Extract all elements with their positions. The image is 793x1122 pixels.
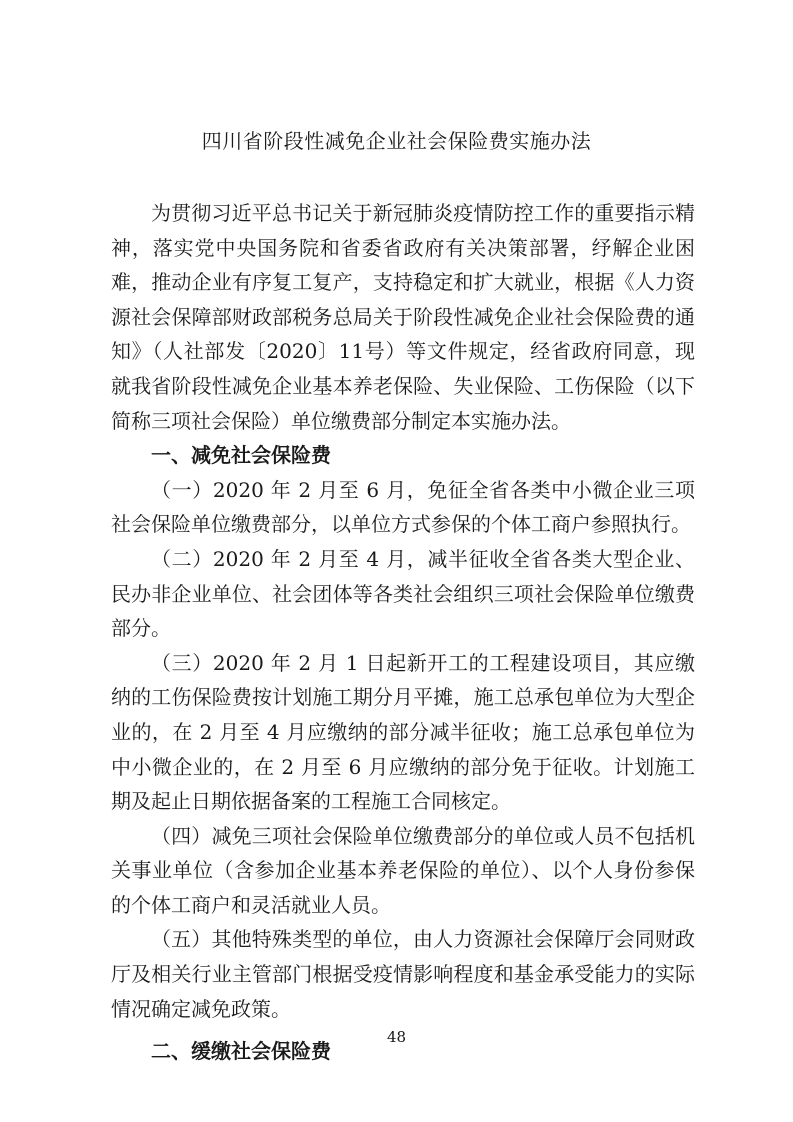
document-title: 四川省阶段性减免企业社会保险费实施办法: [201, 129, 592, 153]
item-paragraph-1: （一）2020 年 2 月至 6 月，免征全省各类中小微企业三项社会保险单位缴费部分，以单位方式参保的个体工商户参照执行。: [111, 477, 695, 537]
section-heading-1: 一、减免社会保险费: [151, 443, 331, 468]
page-number: 48: [386, 1028, 407, 1046]
item-paragraph-2: （二）2020 年 2 月至 4 月，减半征收全省各类大型企业、民办非企业单位、社会团体等各类社会组织三项社会保险单位缴费部分。: [111, 546, 695, 641]
intro-paragraph: 为贯彻习近平总书记关于新冠肺炎疫情防控工作的重要指示精神，落实党中央国务院和省委省政府有关决策部署，纾解企业困难，推动企业有序复工复产，支持稳定和扩大就业，根据《人力资源社会保障部财政部税务总局关于阶段性减免企业社会保险费的通知》（人社部发〔2020〕11号）等文件规定，经省政府同意，现就我省阶段性减免企业基本养老保险、失业保险、工伤保险（以下简称三项社会保险）单位缴费部分制定本实施办法。: [111, 201, 695, 433]
item-paragraph-4: （四）减免三项社会保险单位缴费部分的单位或人员不包括机关事业单位（含参加企业基本养老保险的单位）、以个人身份参保的个体工商户和灵活就业人员。: [111, 823, 695, 917]
item-paragraph-3: （三）2020 年 2 月 1 日起新开工的工程建设项目，其应缴纳的工伤保险费按计划施工期分月平摊，施工总承包单位为大型企业的，在 2 月至 4 月应缴纳的部分减半征收；施工总承包单位为中小微企业的，在 2 月至 6 月应缴纳的部分免于征收。计划施工期及起止日期依据备案的工程施工合同核定。: [111, 650, 695, 814]
document-body: [111, 196, 695, 1069]
section-heading-2: 二、缓缴社会保险费: [151, 1039, 331, 1064]
item-paragraph-5: （五）其他特殊类型的单位，由人力资源社会保障厅会同财政厅及相关行业主管部门根据受疫情影响程度和基金承受能力的实际情况确定减免政策。: [111, 927, 695, 1021]
